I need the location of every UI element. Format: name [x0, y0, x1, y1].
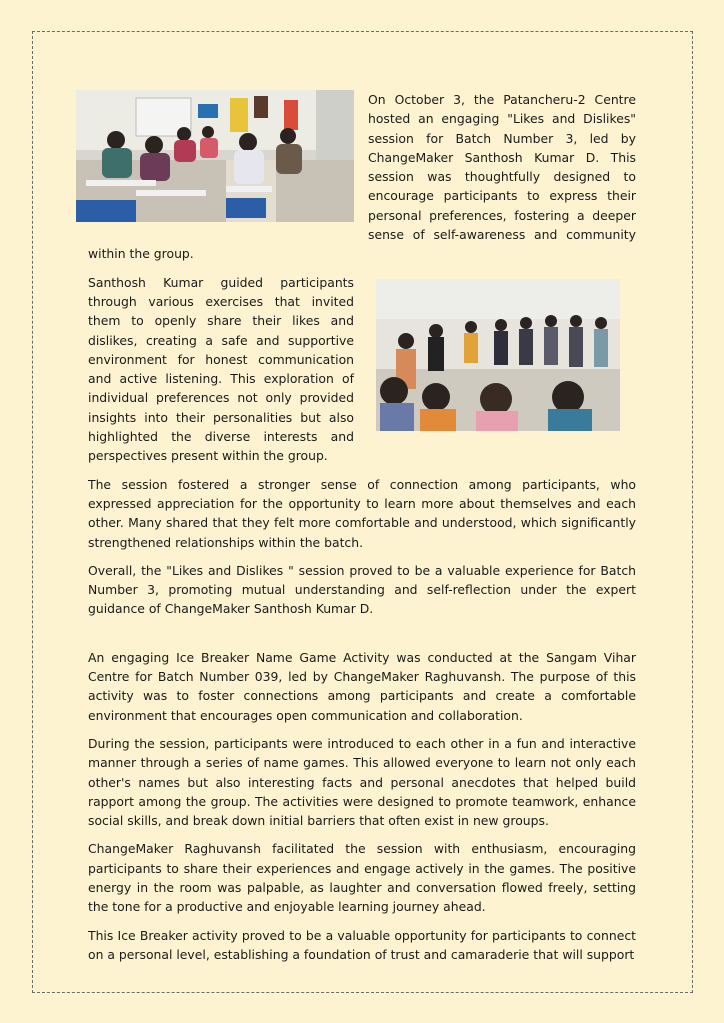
article2-paragraph-3: ChangeMaker Raghuvansh facilitated the session with enthusiasm, encouraging participants to share their experiences and engage actively in the games. The positive energy in the room was palpable, as laughter and conversation flowed freely, setting the tone for a productive and enjoyable learning journey ahead.: [88, 841, 636, 915]
article1-paragraph-3: The session fostered a stronger sense of connection among participants, who expressed appreciation for the opportunity to learn more about themselves and each other. Many shared that they felt more comfortable and understood, which significantly strengthened relationships within the batch.: [88, 476, 636, 550]
article2-paragraph-2: During the session, participants were introduced to each other in a fun and interactive manner through a series of name games. This allowed everyone to learn not only each other's names but also interesting facts and personal anecdotes that helped build rapport among the group. The activities were designed to promote teamwork, enhance social skills, and break down initial barriers that often exist in new groups.: [88, 735, 636, 829]
document-body: [88, 90, 636, 973]
article2-paragraph-4: This Ice Breaker activity proved to be a valuable opportunity for participants to connect on a personal level, establishing a foundation of trust and camaraderie that will support: [88, 927, 636, 962]
article1-paragraph-1: On October 3, the Patancheru-2 Centre hosted an engaging "Likes and Dislikes" session for Batch Number 3, led by ChangeMaker Santhosh Kumar D. This session was thoughtfully designed to encourage participants to express their personal preferences, fostering a deeper sense of self-awareness and community within the group.: [88, 92, 636, 262]
article1-paragraph-4: Overall, the "Likes and Dislikes " session proved to be a valuable experience for Batch Number 3, promoting mutual understanding and self-reflection under the expert guidance of ChangeMaker Santhosh Kumar D.: [88, 562, 636, 617]
section-gap: [88, 628, 636, 648]
article1-paragraph-2: Santhosh Kumar guided participants through various exercises that invited them to openly share their likes and dislikes, creating a safe and supportive environment for honest communication and active listening. This exploration of individual preferences not only provided insights into their personalities but also highlighted the diverse interests and perspectives present within the group.: [88, 274, 354, 464]
article2-paragraph-1: An engaging Ice Breaker Name Game Activity was conducted at the Sangam Vihar Centre for Batch Number 039, led by ChangeMaker Raghuvansh. The purpose of this activity was to foster connections among participants and create a comfortable environment that encourages open communication and collaboration.: [88, 649, 636, 723]
circle-activity-photo: [376, 279, 620, 431]
classroom-photo: [76, 90, 354, 222]
